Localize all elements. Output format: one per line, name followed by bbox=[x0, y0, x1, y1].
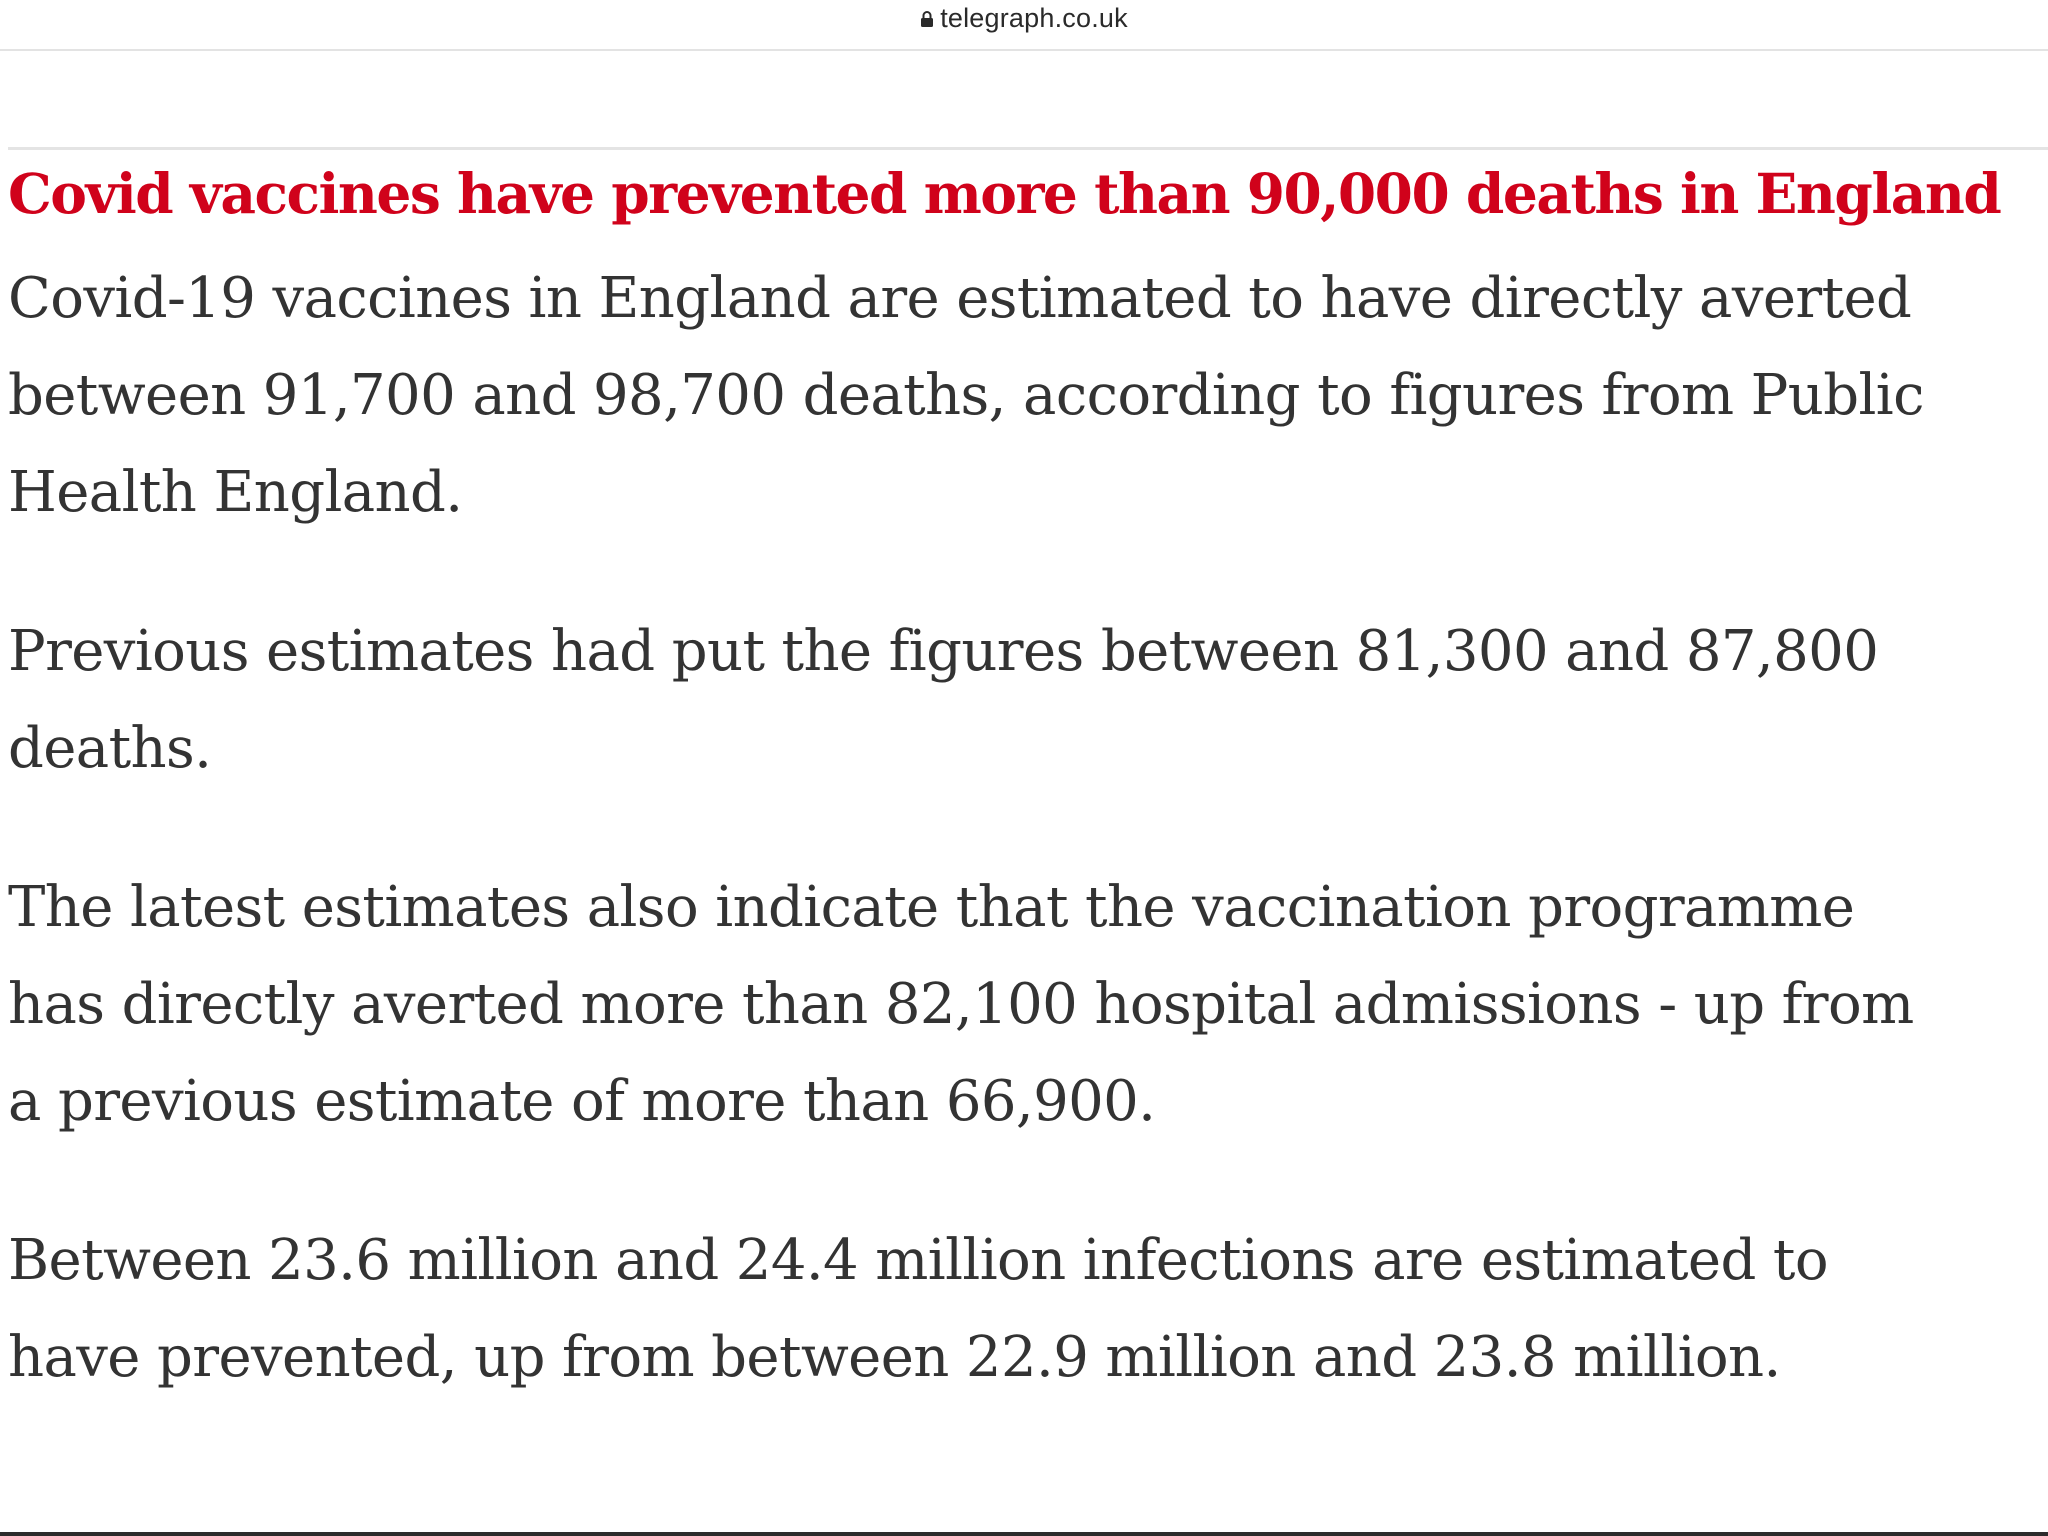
paragraph-line: has directly averted more than 82,100 hospital admissions - up from bbox=[8, 972, 1914, 1037]
address-bar[interactable] bbox=[0, 0, 2048, 51]
article-paragraph bbox=[8, 1212, 2048, 1406]
lock-icon bbox=[920, 10, 934, 28]
article-headline: Covid vaccines have prevented more than 90,000 deaths in England bbox=[8, 161, 2001, 226]
paragraph-line: Previous estimates had put the figures between 81,300 and 87,800 bbox=[8, 619, 1879, 684]
article-paragraph bbox=[8, 250, 2048, 541]
address-bar-content[interactable] bbox=[920, 3, 1128, 34]
header-divider bbox=[8, 147, 2048, 150]
paragraph-line: have prevented, up from between 22.9 million and 23.8 million. bbox=[8, 1325, 1781, 1390]
article-paragraph bbox=[8, 859, 2048, 1150]
paragraph-line: Covid-19 vaccines in England are estimated to have directly averted bbox=[8, 266, 1912, 331]
paragraph-line: Health England. bbox=[8, 460, 463, 525]
paragraph-line: deaths. bbox=[8, 716, 212, 781]
article-paragraph bbox=[8, 603, 2048, 797]
paragraph-line: a previous estimate of more than 66,900. bbox=[8, 1069, 1156, 1134]
url-text[interactable]: telegraph.co.uk bbox=[940, 3, 1128, 33]
paragraph-line: Between 23.6 million and 24.4 million infections are estimated to bbox=[8, 1228, 1828, 1293]
article-body bbox=[8, 250, 2048, 1468]
paragraph-line: The latest estimates also indicate that the vaccination programme bbox=[8, 875, 1855, 940]
bottom-edge bbox=[0, 1532, 2048, 1536]
paragraph-line: between 91,700 and 98,700 deaths, according to figures from Public bbox=[8, 363, 1924, 428]
